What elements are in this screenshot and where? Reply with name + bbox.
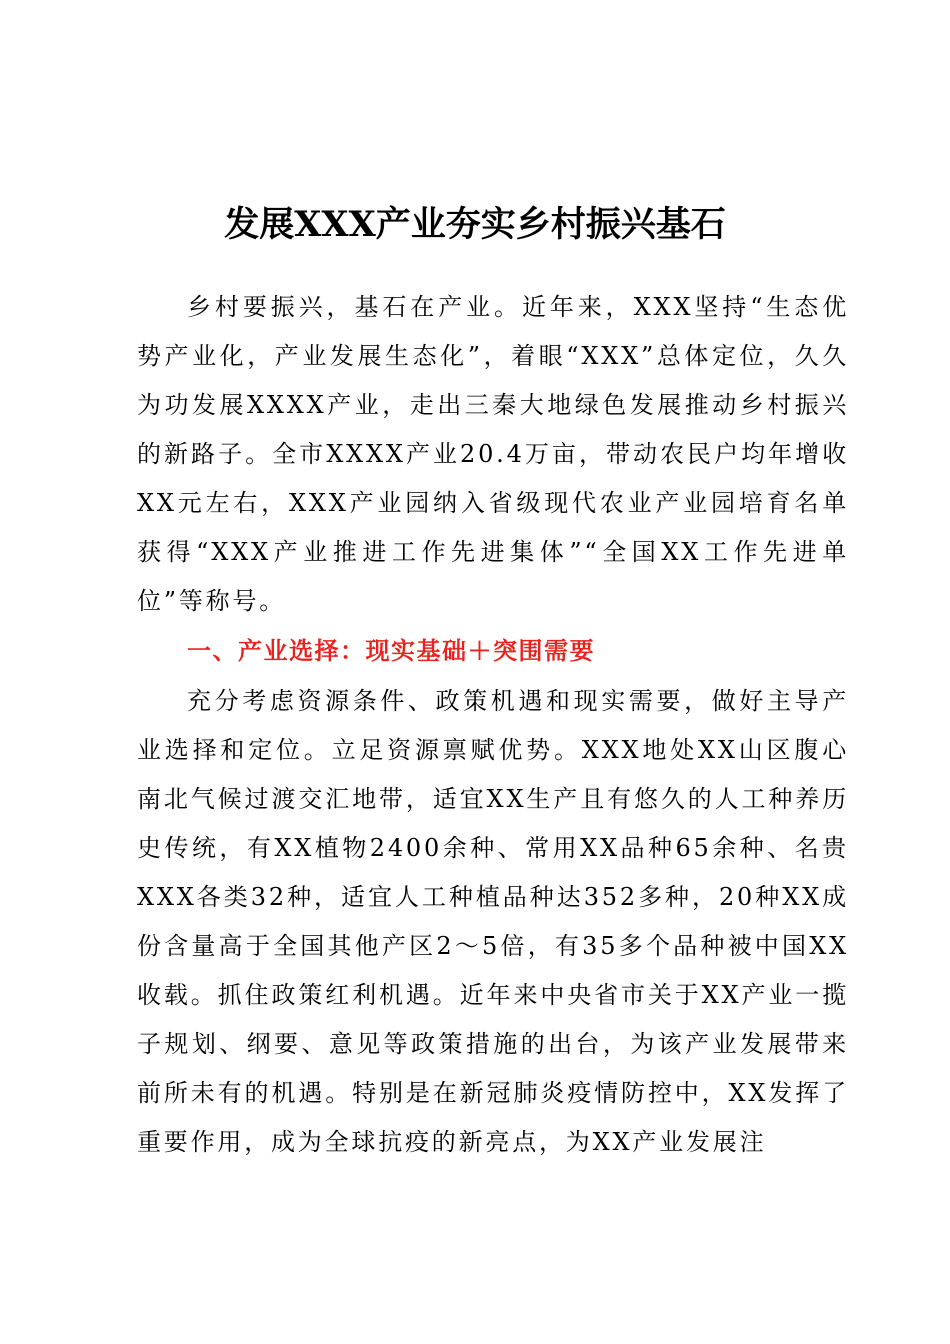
intro-paragraph: 乡村要振兴，基石在产业。近年来，XXX坚持“生态优势产业化，产业发展生态化”，着眼“XXX”总体定位，久久为功发展XXXX产业，走出三秦大地绿色发展推动乡村振兴的新路子。全市XXXX产业20.4万亩，带动农民户均年增收XX元左右，XXX产业园纳入省级现代农业产业园培育名单获得“XXX产业推进工作先进集体”“全国XX工作先进单位”等称号。 (137, 293, 849, 615)
section-heading-1: 一、产业选择：现实基础＋突围需要 (187, 637, 595, 665)
document-title: 发展XXX产业夯实乡村振兴基石 (224, 204, 726, 245)
section-1-paragraph: 充分考虑资源条件、政策机遇和现实需要，做好主导产业选择和定位。立足资源禀赋优势。XXX地处XX山区腹心南北气候过渡交汇地带，适宜XX生产且有悠久的人工种养历史传统，有XX植物2400余种、常用XX品种65余种、名贵XXX各类32种，适宜人工种植品种达352多种，20种XX成份含量高于全国其他产区2～5倍，有35多个品种被中国XX收载。抓住政策红利机遇。近年来中央省市关于XX产业一揽子规划、纲要、意见等政策措施的出台，为该产业发展带来前所未有的机遇。特别是在新冠肺炎疫情防控中，XX发挥了重要作用，成为全球抗疫的新亮点，为XX产业发展注 (137, 687, 849, 1156)
